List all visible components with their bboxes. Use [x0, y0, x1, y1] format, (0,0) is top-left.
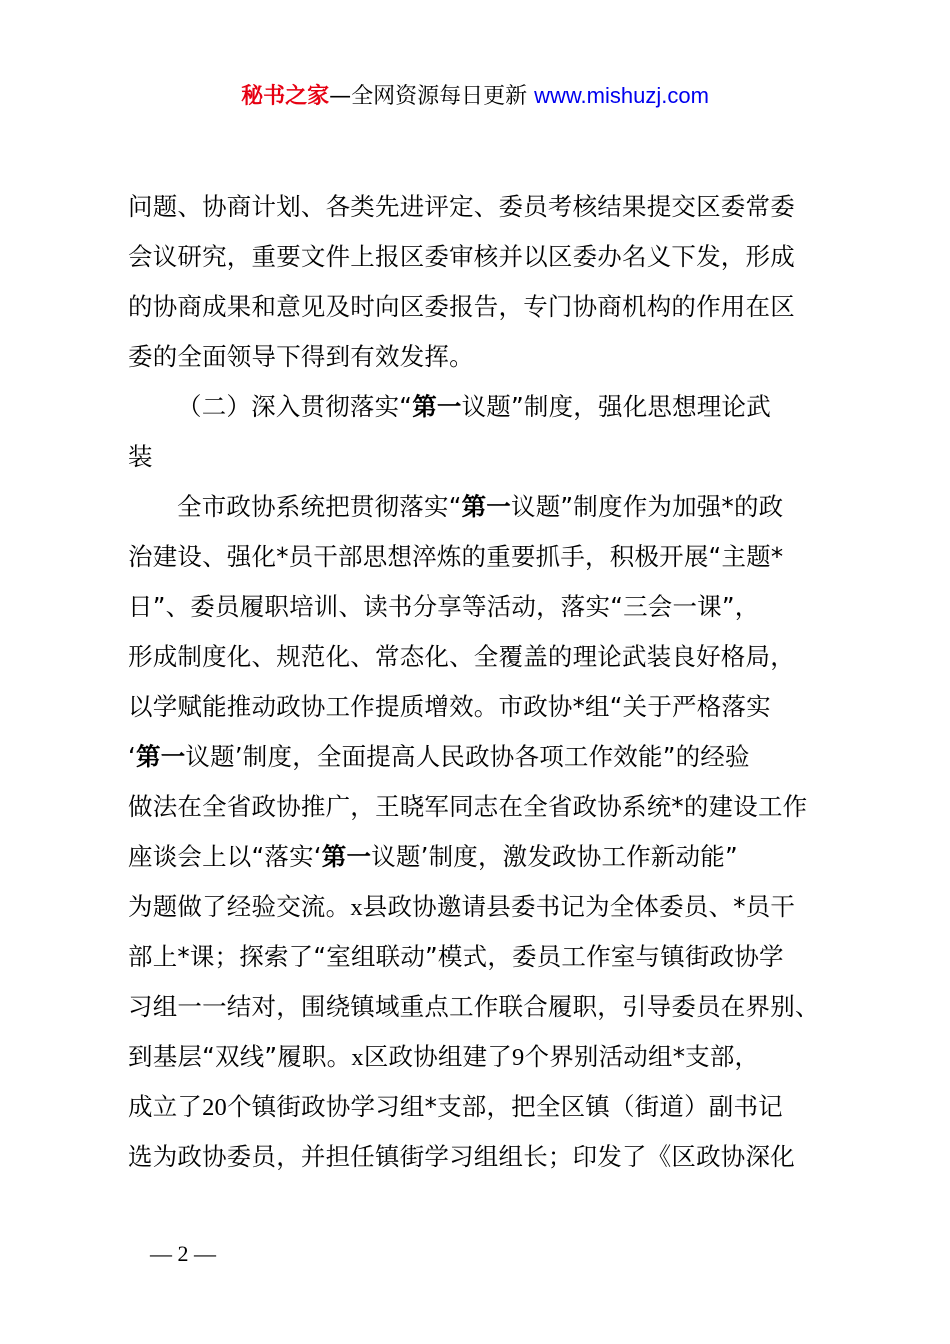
- text-run: 座谈会上以“落实‘: [128, 842, 322, 871]
- text-line: 部上*课；探索了“室组联动”模式，委员工作室与镇街政协学: [128, 942, 784, 971]
- text-line: [128, 732, 833, 782]
- paragraph-start: [128, 482, 833, 532]
- page-number: — 2 —: [150, 1241, 216, 1266]
- text-run: 区政协组建了: [363, 1042, 513, 1071]
- text-run: 9: [512, 1044, 525, 1071]
- text-run: 县政协邀请县委书记为全体委员、*员干: [362, 892, 796, 921]
- header-url[interactable]: www.mishuzj.com: [534, 83, 709, 108]
- text-line: 会议研究，重要文件上报区委审核并以区委办名义下发，形成: [128, 242, 795, 271]
- text-run: 成立了: [128, 1092, 203, 1121]
- text-run: x: [350, 894, 363, 921]
- text-run: 个界别活动组*支部，: [524, 1042, 760, 1071]
- text-line: 形成制度化、规范化、常态化、全覆盖的理论武装良好格局，: [128, 642, 795, 671]
- text-run: 个镇街政协学习组*支部，把全区镇（街道）副书记: [227, 1092, 783, 1121]
- brand-name: 秘书之家: [241, 84, 330, 109]
- text-run: 议题’制度，全面提高人民政协各项工作效能”的经验: [185, 742, 750, 771]
- text-run: 议题’制度，激发政协工作新动能”: [371, 842, 738, 871]
- text-run: ‘: [128, 742, 136, 771]
- section-heading: [128, 382, 833, 432]
- heading-text: （二）深入贯彻落实“: [177, 392, 413, 421]
- document-body: [128, 182, 833, 1182]
- text-run: 为题做了经验交流。: [128, 892, 351, 921]
- text-run: x: [351, 1044, 364, 1071]
- text-run: 全市政协系统把贯彻落实“: [177, 492, 462, 521]
- text-run: 议题”制度作为加强*的政: [511, 492, 784, 521]
- text-line: [128, 1032, 833, 1082]
- text-line: 委的全面领导下得到有效发挥。: [128, 342, 474, 371]
- text-run: 到基层“双线”履职。: [128, 1042, 352, 1071]
- text-line: 治建设、强化*员干部思想淬炼的重要抓手，积极开展“主题*: [128, 542, 784, 571]
- bold-term: 第一: [136, 742, 186, 771]
- text-line: 做法在全省政协推广，王晓军同志在全省政协系统*的建设工作: [128, 792, 808, 821]
- text-line: [128, 1082, 833, 1132]
- page-header: [0, 80, 950, 113]
- text-line: [128, 832, 833, 882]
- section-heading-cont: 装: [128, 442, 153, 471]
- text-line: 问题、协商计划、各类先进评定、委员考核结果提交区委常委: [128, 192, 795, 221]
- bold-term: 第一: [321, 842, 372, 871]
- text-line: [128, 882, 833, 932]
- header-tagline: —全网资源每日更新: [329, 84, 528, 109]
- text-line: 选为政协委员，并担任镇街学习组组长；印发了《区政协深化: [128, 1142, 795, 1171]
- bold-term: 第一: [461, 492, 511, 521]
- text-line: 以学赋能推动政协工作提质增效。市政协*组“关于严格落实: [128, 692, 771, 721]
- text-line: 习组一一结对，围绕镇域重点工作联合履职，引导委员在界别、: [128, 992, 820, 1021]
- text-line: 日”、委员履职培训、读书分享等活动，落实“三会一课”，: [128, 592, 760, 621]
- bold-term: 第一: [412, 392, 462, 421]
- heading-text: 议题”制度，强化思想理论武: [461, 392, 771, 421]
- text-run: 20: [202, 1094, 228, 1121]
- text-line: 的协商成果和意见及时向区委报告，专门协商机构的作用在区: [128, 292, 795, 321]
